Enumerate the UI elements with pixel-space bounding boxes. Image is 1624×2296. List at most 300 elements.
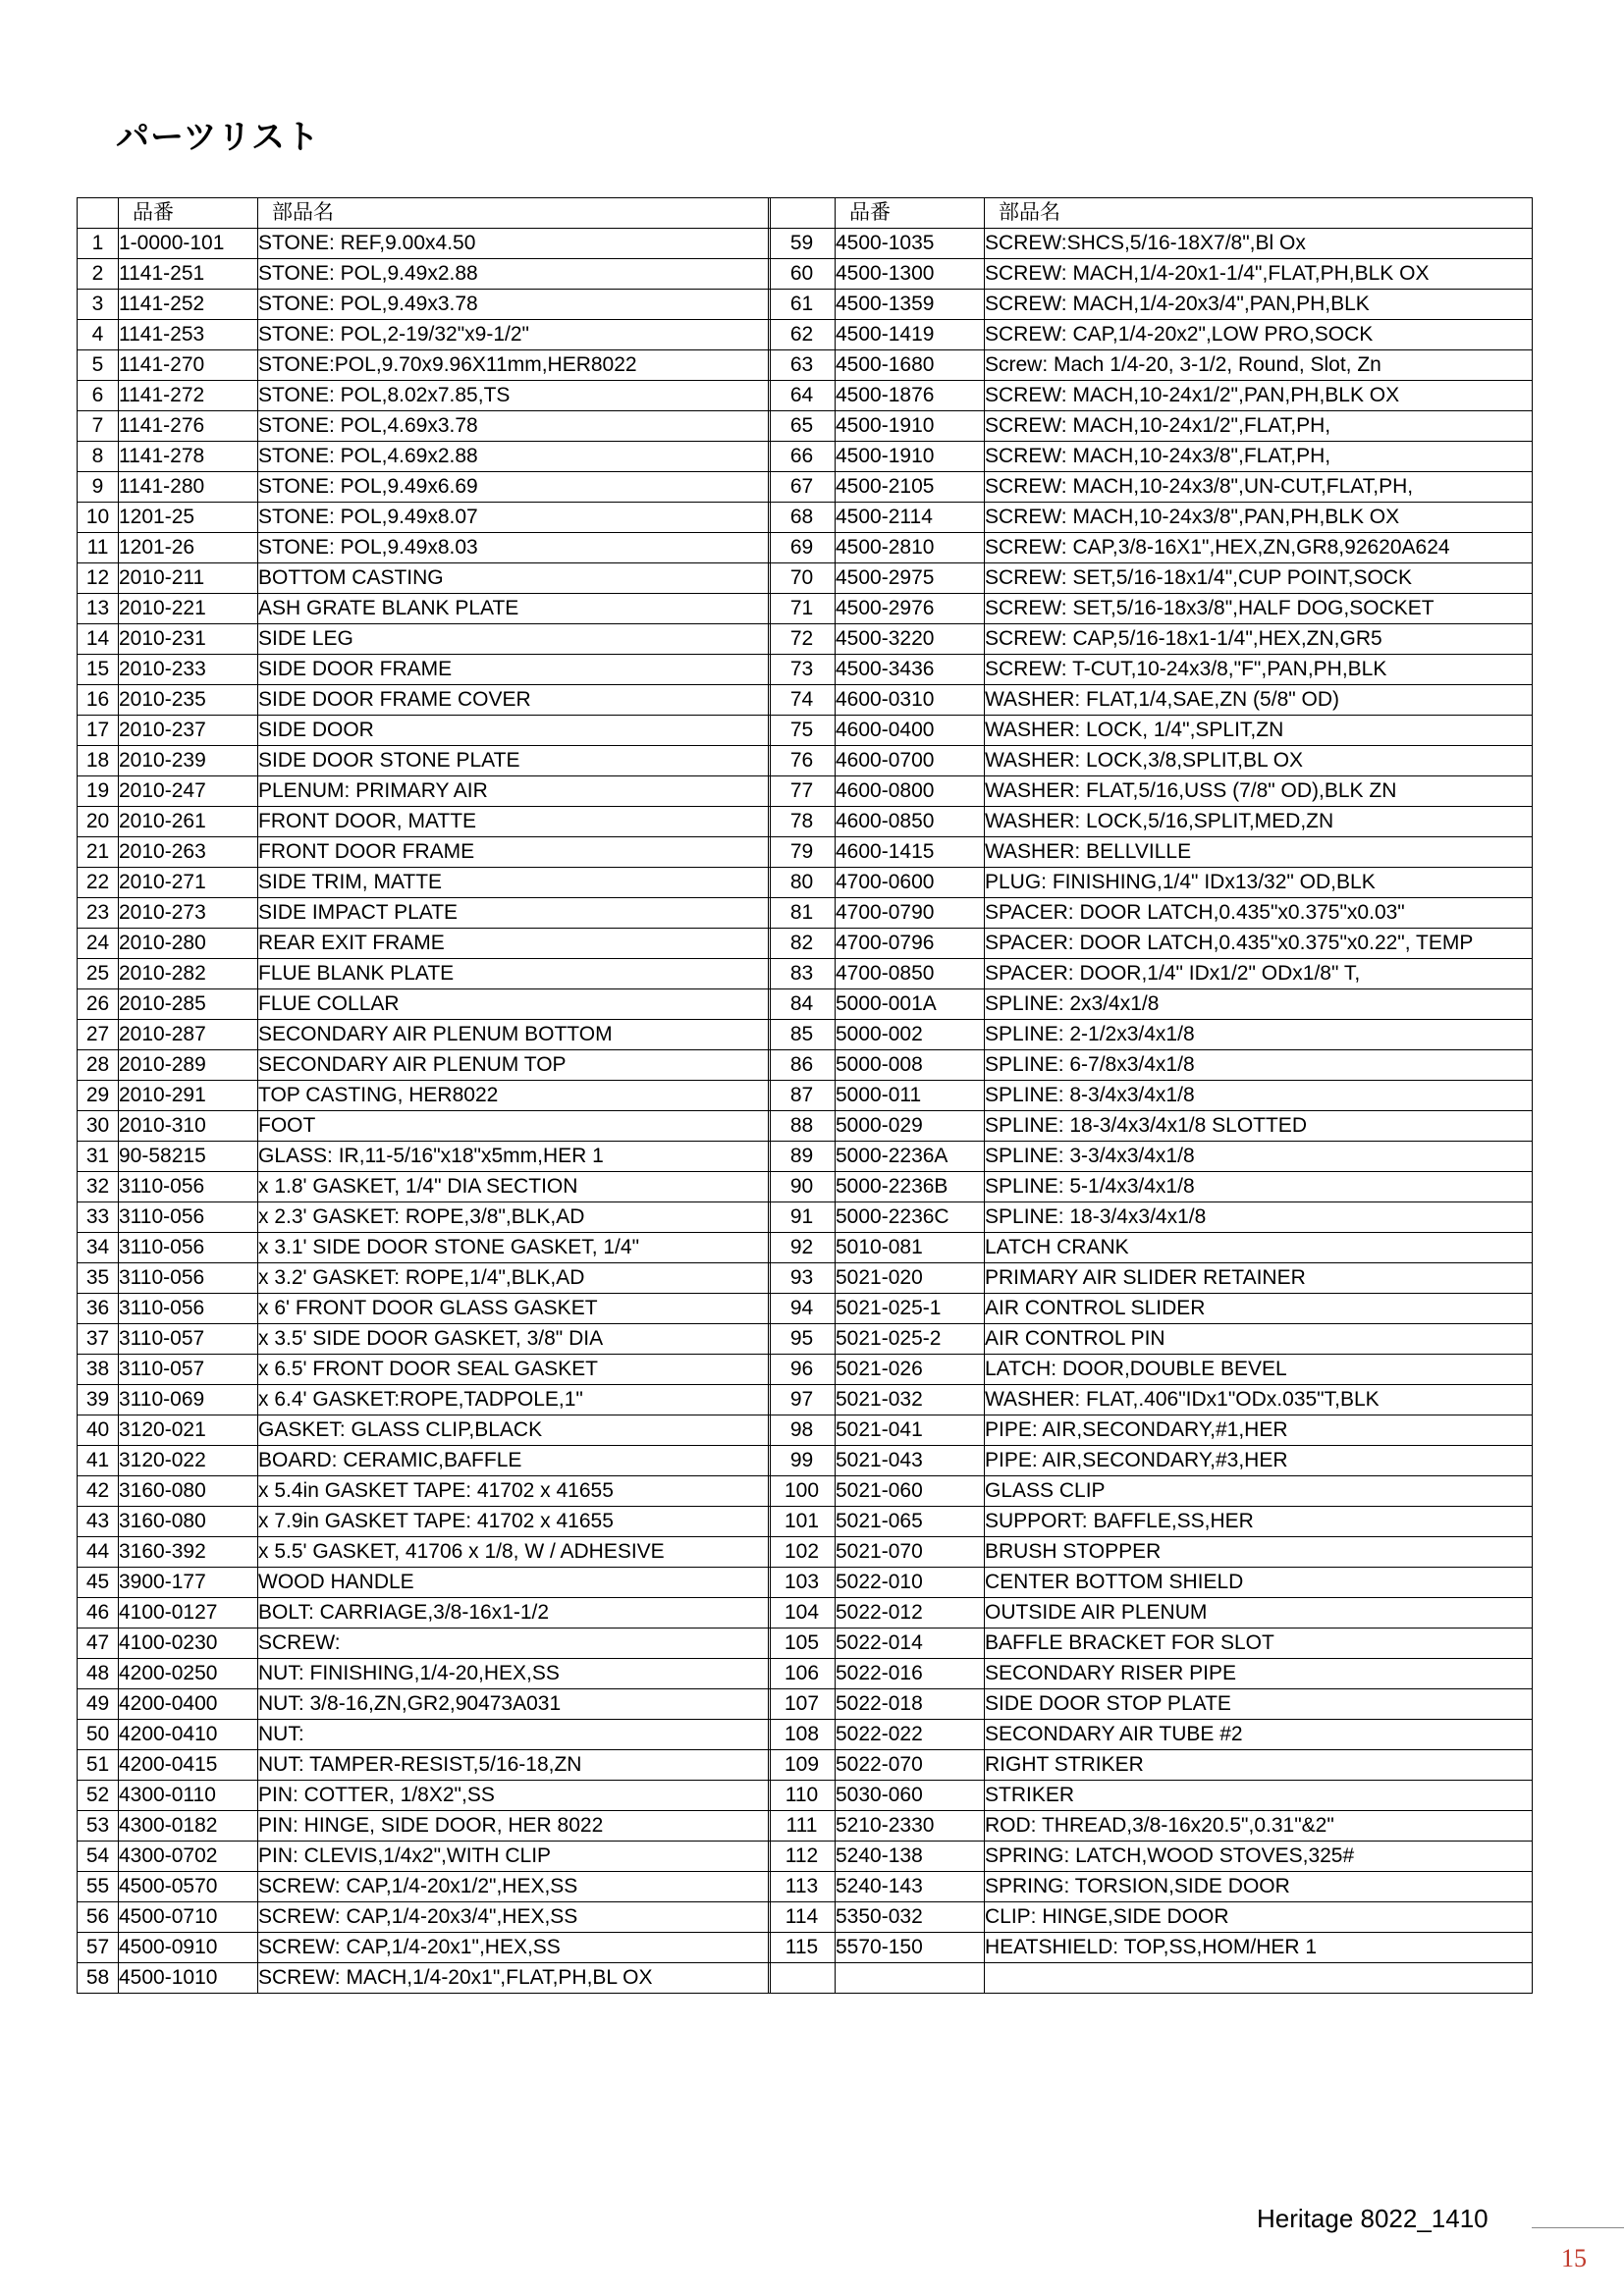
part-name: SUPPORT: BAFFLE,SS,HER <box>985 1507 1533 1537</box>
part-number: 5210-2330 <box>836 1811 985 1842</box>
row-number: 65 <box>769 411 836 442</box>
part-number: 5021-043 <box>836 1446 985 1476</box>
row-number: 6 <box>78 381 119 411</box>
part-name: PIPE: AIR,SECONDARY,#1,HER <box>985 1415 1533 1446</box>
part-name: PLENUM: PRIMARY AIR <box>258 776 771 807</box>
part-number: 1141-253 <box>119 320 258 350</box>
part-name: SCREW: SET,5/16-18x1/4",CUP POINT,SOCK <box>985 563 1533 594</box>
table-row <box>769 1629 1533 1659</box>
part-name: LATCH CRANK <box>985 1233 1533 1263</box>
part-number: 2010-237 <box>119 716 258 746</box>
table-row <box>769 290 1533 320</box>
part-number: 3120-021 <box>119 1415 258 1446</box>
row-number: 36 <box>78 1294 119 1324</box>
part-name: AIR CONTROL PIN <box>985 1324 1533 1355</box>
part-number: 3110-056 <box>119 1202 258 1233</box>
part-number: 4300-0182 <box>119 1811 258 1842</box>
row-number: 61 <box>769 290 836 320</box>
part-number: 4600-1415 <box>836 837 985 868</box>
table-row <box>769 472 1533 503</box>
row-number: 80 <box>769 868 836 898</box>
header-no <box>769 198 836 229</box>
part-number: 5022-014 <box>836 1629 985 1659</box>
table-row <box>769 868 1533 898</box>
table-row <box>78 1446 771 1476</box>
row-number: 60 <box>769 259 836 290</box>
row-number: 77 <box>769 776 836 807</box>
row-number: 38 <box>78 1355 119 1385</box>
page-title: パーツリスト <box>116 118 320 157</box>
part-number: 5000-008 <box>836 1050 985 1081</box>
part-name: SIDE DOOR FRAME COVER <box>258 685 771 716</box>
row-number: 84 <box>769 989 836 1020</box>
row-number: 44 <box>78 1537 119 1568</box>
part-number: 1201-26 <box>119 533 258 563</box>
part-name: PRIMARY AIR SLIDER RETAINER <box>985 1263 1533 1294</box>
part-number: 5010-081 <box>836 1233 985 1263</box>
part-number: 3110-056 <box>119 1263 258 1294</box>
table-row <box>769 1446 1533 1476</box>
row-number: 87 <box>769 1081 836 1111</box>
table-row <box>78 229 771 259</box>
table-row <box>769 381 1533 411</box>
part-name: STONE: POL,9.49x8.07 <box>258 503 771 533</box>
part-number: 4600-0700 <box>836 746 985 776</box>
row-number: 96 <box>769 1355 836 1385</box>
table-row <box>769 685 1533 716</box>
part-number: 2010-273 <box>119 898 258 929</box>
part-name: WOOD HANDLE <box>258 1568 771 1598</box>
table-row <box>769 1659 1533 1689</box>
part-number: 5021-041 <box>836 1415 985 1446</box>
row-number: 93 <box>769 1263 836 1294</box>
part-number: 3160-392 <box>119 1537 258 1568</box>
row-number: 110 <box>769 1781 836 1811</box>
row-number: 16 <box>78 685 119 716</box>
part-name: SPACER: DOOR LATCH,0.435"x0.375"x0.03" <box>985 898 1533 929</box>
part-number: 1201-25 <box>119 503 258 533</box>
row-number: 112 <box>769 1842 836 1872</box>
part-number: 5030-060 <box>836 1781 985 1811</box>
part-name: SCREW:SHCS,5/16-18X7/8",Bl Ox <box>985 229 1533 259</box>
row-number: 37 <box>78 1324 119 1355</box>
table-row <box>78 1233 771 1263</box>
row-number: 11 <box>78 533 119 563</box>
table-row <box>78 1689 771 1720</box>
row-number: 107 <box>769 1689 836 1720</box>
part-number: 1141-270 <box>119 350 258 381</box>
part-number: 4600-0850 <box>836 807 985 837</box>
table-row <box>769 1872 1533 1902</box>
part-number: 2010-235 <box>119 685 258 716</box>
part-number: 2010-285 <box>119 989 258 1020</box>
part-number: 2010-291 <box>119 1081 258 1111</box>
part-number: 4500-1680 <box>836 350 985 381</box>
table-row <box>78 594 771 624</box>
row-number: 71 <box>769 594 836 624</box>
row-number: 43 <box>78 1507 119 1537</box>
row-number: 1 <box>78 229 119 259</box>
part-number: 2010-233 <box>119 655 258 685</box>
table-row <box>78 350 771 381</box>
part-name: SCREW: MACH,10-24x3/8",FLAT,PH, <box>985 442 1533 472</box>
part-number: 4500-2114 <box>836 503 985 533</box>
table-row <box>78 716 771 746</box>
row-number: 18 <box>78 746 119 776</box>
part-name: GLASS: IR,11-5/16"x18"x5mm,HER 1 <box>258 1142 771 1172</box>
part-name: SIDE DOOR STONE PLATE <box>258 746 771 776</box>
part-number: 1141-278 <box>119 442 258 472</box>
part-name: SCREW: MACH,10-24x3/8",PAN,PH,BLK OX <box>985 503 1533 533</box>
table-row <box>769 898 1533 929</box>
part-name: REAR EXIT FRAME <box>258 929 771 959</box>
row-number: 94 <box>769 1294 836 1324</box>
part-name: RIGHT STRIKER <box>985 1750 1533 1781</box>
part-name: STONE: POL,9.49x2.88 <box>258 259 771 290</box>
table-row <box>78 1811 771 1842</box>
row-number: 78 <box>769 807 836 837</box>
table-row <box>769 624 1533 655</box>
table-row <box>78 655 771 685</box>
row-number: 39 <box>78 1385 119 1415</box>
row-number: 91 <box>769 1202 836 1233</box>
part-name: BAFFLE BRACKET FOR SLOT <box>985 1629 1533 1659</box>
table-row <box>769 1842 1533 1872</box>
table-row <box>769 503 1533 533</box>
part-name: SCREW: MACH,1/4-20x1",FLAT,PH,BL OX <box>258 1963 771 1994</box>
table-row <box>769 716 1533 746</box>
part-name: WASHER: LOCK,3/8,SPLIT,BL OX <box>985 746 1533 776</box>
row-number: 88 <box>769 1111 836 1142</box>
part-name: x 5.5' GASKET, 41706 x 1/8, W / ADHESIVE <box>258 1537 771 1568</box>
table-row <box>769 1324 1533 1355</box>
row-number: 89 <box>769 1142 836 1172</box>
part-name: AIR CONTROL SLIDER <box>985 1294 1533 1324</box>
part-name: WASHER: LOCK,5/16,SPLIT,MED,ZN <box>985 807 1533 837</box>
row-number: 52 <box>78 1781 119 1811</box>
part-number: 4200-0400 <box>119 1689 258 1720</box>
part-number: 2010-211 <box>119 563 258 594</box>
table-row <box>78 1781 771 1811</box>
table-row <box>769 1202 1533 1233</box>
part-number: 3110-056 <box>119 1294 258 1324</box>
table-row <box>769 1781 1533 1811</box>
row-number: 20 <box>78 807 119 837</box>
row-number: 85 <box>769 1020 836 1050</box>
part-name: STONE: POL,2-19/32"x9-1/2" <box>258 320 771 350</box>
row-number: 21 <box>78 837 119 868</box>
table-row <box>769 1476 1533 1507</box>
part-name: x 1.8' GASKET, 1/4" DIA SECTION <box>258 1172 771 1202</box>
part-number: 5022-022 <box>836 1720 985 1750</box>
table-row <box>769 350 1533 381</box>
row-number: 62 <box>769 320 836 350</box>
part-number: 2010-282 <box>119 959 258 989</box>
row-number: 101 <box>769 1507 836 1537</box>
table-row <box>78 1020 771 1050</box>
part-number: 5021-070 <box>836 1537 985 1568</box>
part-name: WASHER: BELLVILLE <box>985 837 1533 868</box>
table-row <box>78 989 771 1020</box>
part-name: STONE: REF,9.00x4.50 <box>258 229 771 259</box>
part-name: SCREW: MACH,10-24x1/2",PAN,PH,BLK OX <box>985 381 1533 411</box>
part-number: 4600-0400 <box>836 716 985 746</box>
table-row <box>78 1324 771 1355</box>
part-name: SIDE DOOR FRAME <box>258 655 771 685</box>
part-number: 5240-138 <box>836 1842 985 1872</box>
row-number: 54 <box>78 1842 119 1872</box>
table-row <box>769 1598 1533 1629</box>
part-number: 5000-2236A <box>836 1142 985 1172</box>
table-row <box>78 1050 771 1081</box>
part-number: 2010-287 <box>119 1020 258 1050</box>
row-number: 55 <box>78 1872 119 1902</box>
part-number: 3120-022 <box>119 1446 258 1476</box>
row-number: 9 <box>78 472 119 503</box>
part-number: 5000-011 <box>836 1081 985 1111</box>
part-name: PLUG: FINISHING,1/4" IDx13/32" OD,BLK <box>985 868 1533 898</box>
part-name: SCREW: T-CUT,10-24x3/8,"F",PAN,PH,BLK <box>985 655 1533 685</box>
part-number: 5022-012 <box>836 1598 985 1629</box>
table-row <box>78 685 771 716</box>
row-number: 13 <box>78 594 119 624</box>
part-number: 3160-080 <box>119 1507 258 1537</box>
part-number: 2010-310 <box>119 1111 258 1142</box>
row-number: 2 <box>78 259 119 290</box>
part-name: LATCH: DOOR,DOUBLE BEVEL <box>985 1355 1533 1385</box>
table-row <box>769 989 1533 1020</box>
part-number: 4600-0800 <box>836 776 985 807</box>
row-number: 14 <box>78 624 119 655</box>
row-number: 5 <box>78 350 119 381</box>
header-part-name: 部品名 <box>258 198 771 229</box>
table-row <box>769 1081 1533 1111</box>
part-number: 5000-2236C <box>836 1202 985 1233</box>
row-number: 28 <box>78 1050 119 1081</box>
part-name: SCREW: CAP,5/16-18x1-1/4",HEX,ZN,GR5 <box>985 624 1533 655</box>
table-row <box>78 1507 771 1537</box>
part-number: 3110-056 <box>119 1172 258 1202</box>
part-number: 4500-1910 <box>836 442 985 472</box>
part-number: 5021-020 <box>836 1263 985 1294</box>
part-number: 1141-251 <box>119 259 258 290</box>
page-number: 15 <box>1561 2244 1587 2272</box>
part-name: PIN: CLEVIS,1/4x2",WITH CLIP <box>258 1842 771 1872</box>
row-number: 27 <box>78 1020 119 1050</box>
row-number: 58 <box>78 1963 119 1994</box>
part-name: WASHER: LOCK, 1/4",SPLIT,ZN <box>985 716 1533 746</box>
part-number: 5021-026 <box>836 1355 985 1385</box>
part-name: SPLINE: 6-7/8x3/4x1/8 <box>985 1050 1533 1081</box>
table-row <box>769 533 1533 563</box>
part-number: 4500-1035 <box>836 229 985 259</box>
part-name: BOLT: CARRIAGE,3/8-16x1-1/2 <box>258 1598 771 1629</box>
part-number: 4500-2810 <box>836 533 985 563</box>
part-name: SPRING: TORSION,SIDE DOOR <box>985 1872 1533 1902</box>
part-name: SIDE DOOR STOP PLATE <box>985 1689 1533 1720</box>
part-number: 3110-057 <box>119 1355 258 1385</box>
table-row <box>78 807 771 837</box>
part-number: 5350-032 <box>836 1902 985 1933</box>
part-number: 3110-056 <box>119 1233 258 1263</box>
part-name: TOP CASTING, HER8022 <box>258 1081 771 1111</box>
row-number: 42 <box>78 1476 119 1507</box>
table-row <box>78 746 771 776</box>
table-row <box>78 1263 771 1294</box>
table-row <box>769 1720 1533 1750</box>
table-row <box>78 1172 771 1202</box>
table-row <box>769 1294 1533 1324</box>
row-number: 17 <box>78 716 119 746</box>
part-number: 2010-289 <box>119 1050 258 1081</box>
table-row <box>78 411 771 442</box>
part-name: FOOT <box>258 1111 771 1142</box>
part-name: x 2.3' GASKET: ROPE,3/8",BLK,AD <box>258 1202 771 1233</box>
part-number: 2010-280 <box>119 929 258 959</box>
table-row <box>78 1202 771 1233</box>
row-number: 29 <box>78 1081 119 1111</box>
part-number: 5022-070 <box>836 1750 985 1781</box>
part-number: 4500-3220 <box>836 624 985 655</box>
part-name: BRUSH STOPPER <box>985 1537 1533 1568</box>
row-number: 108 <box>769 1720 836 1750</box>
part-number: 4200-0415 <box>119 1750 258 1781</box>
part-name: SPLINE: 3-3/4x3/4x1/8 <box>985 1142 1533 1172</box>
table-row <box>78 1598 771 1629</box>
part-number: 5000-2236B <box>836 1172 985 1202</box>
part-number: 4300-0702 <box>119 1842 258 1872</box>
table-row <box>769 1933 1533 1963</box>
row-number: 50 <box>78 1720 119 1750</box>
parts-table-left <box>77 197 771 1994</box>
part-name: FRONT DOOR FRAME <box>258 837 771 868</box>
part-name: ROD: THREAD,3/8-16x20.5",0.31"&2" <box>985 1811 1533 1842</box>
table-row <box>78 1355 771 1385</box>
table-header-row <box>78 198 771 229</box>
part-number: 5021-025-2 <box>836 1324 985 1355</box>
part-number: 4100-0127 <box>119 1598 258 1629</box>
part-number: 4700-0796 <box>836 929 985 959</box>
table-row <box>78 1842 771 1872</box>
part-number: 90-58215 <box>119 1142 258 1172</box>
part-number: 5022-016 <box>836 1659 985 1689</box>
part-name: SPACER: DOOR LATCH,0.435"x0.375"x0.22", TEMP <box>985 929 1533 959</box>
row-number: 57 <box>78 1933 119 1963</box>
part-name: NUT: TAMPER-RESIST,5/16-18,ZN <box>258 1750 771 1781</box>
table-row <box>769 776 1533 807</box>
table-row <box>78 1872 771 1902</box>
table-row <box>78 1963 771 1994</box>
part-name: SCREW: SET,5/16-18x3/8",HALF DOG,SOCKET <box>985 594 1533 624</box>
row-number: 82 <box>769 929 836 959</box>
part-number: 4500-1910 <box>836 411 985 442</box>
part-name: SPLINE: 5-1/4x3/4x1/8 <box>985 1172 1533 1202</box>
part-number: 3900-177 <box>119 1568 258 1598</box>
row-number: 105 <box>769 1629 836 1659</box>
row-number: 47 <box>78 1629 119 1659</box>
header-part-number: 品番 <box>836 198 985 229</box>
table-row <box>78 1659 771 1689</box>
table-header-row <box>769 198 1533 229</box>
part-name: SIDE TRIM, MATTE <box>258 868 771 898</box>
table-row <box>769 655 1533 685</box>
table-row <box>78 776 771 807</box>
table-row <box>769 1111 1533 1142</box>
part-number: 4700-0600 <box>836 868 985 898</box>
table-row <box>769 929 1533 959</box>
table-row <box>769 746 1533 776</box>
table-row <box>78 1385 771 1415</box>
row-number <box>769 1963 836 1994</box>
table-row <box>769 1233 1533 1263</box>
part-name: x 3.5' SIDE DOOR GASKET, 3/8" DIA <box>258 1324 771 1355</box>
table-row <box>769 259 1533 290</box>
part-number: 1141-276 <box>119 411 258 442</box>
row-number: 3 <box>78 290 119 320</box>
row-number: 23 <box>78 898 119 929</box>
part-name: x 3.2' GASKET: ROPE,1/4",BLK,AD <box>258 1263 771 1294</box>
table-row <box>769 1415 1533 1446</box>
part-name: SIDE IMPACT PLATE <box>258 898 771 929</box>
part-number: 2010-261 <box>119 807 258 837</box>
row-number: 92 <box>769 1233 836 1263</box>
row-number: 25 <box>78 959 119 989</box>
part-name: SPLINE: 2x3/4x1/8 <box>985 989 1533 1020</box>
part-number: 4500-1876 <box>836 381 985 411</box>
part-number: 2010-271 <box>119 868 258 898</box>
part-name: x 6.5' FRONT DOOR SEAL GASKET <box>258 1355 771 1385</box>
table-row <box>769 1902 1533 1933</box>
table-row <box>769 837 1533 868</box>
part-number: 4200-0410 <box>119 1720 258 1750</box>
part-number: 1141-280 <box>119 472 258 503</box>
table-row <box>769 1750 1533 1781</box>
part-number: 4500-1010 <box>119 1963 258 1994</box>
row-number: 95 <box>769 1324 836 1355</box>
part-name: SCREW: CAP,3/8-16X1",HEX,ZN,GR8,92620A624 <box>985 533 1533 563</box>
row-number: 72 <box>769 624 836 655</box>
row-number: 48 <box>78 1659 119 1689</box>
part-name: SPLINE: 2-1/2x3/4x1/8 <box>985 1020 1533 1050</box>
table-row <box>78 868 771 898</box>
part-name: NUT: <box>258 1720 771 1750</box>
part-number: 5000-029 <box>836 1111 985 1142</box>
part-name: x 6' FRONT DOOR GLASS GASKET <box>258 1294 771 1324</box>
table-row <box>78 929 771 959</box>
part-number: 1-0000-101 <box>119 229 258 259</box>
table-row <box>78 1720 771 1750</box>
part-name: WASHER: FLAT,5/16,USS (7/8" OD),BLK ZN <box>985 776 1533 807</box>
part-name: BOTTOM CASTING <box>258 563 771 594</box>
row-number: 12 <box>78 563 119 594</box>
part-name: NUT: 3/8-16,ZN,GR2,90473A031 <box>258 1689 771 1720</box>
row-number: 102 <box>769 1537 836 1568</box>
row-number: 69 <box>769 533 836 563</box>
part-name: x 6.4' GASKET:ROPE,TADPOLE,1" <box>258 1385 771 1415</box>
part-name: SIDE DOOR <box>258 716 771 746</box>
table-row <box>78 1294 771 1324</box>
table-row <box>78 290 771 320</box>
table-row <box>769 1263 1533 1294</box>
part-number: 5021-032 <box>836 1385 985 1415</box>
part-number: 2010-247 <box>119 776 258 807</box>
part-name: SPACER: DOOR,1/4" IDx1/2" ODx1/8" T, <box>985 959 1533 989</box>
row-number: 100 <box>769 1476 836 1507</box>
table-row <box>78 1750 771 1781</box>
part-name: GLASS CLIP <box>985 1476 1533 1507</box>
part-number: 5021-025-1 <box>836 1294 985 1324</box>
part-name: SPRING: LATCH,WOOD STOVES,325# <box>985 1842 1533 1872</box>
